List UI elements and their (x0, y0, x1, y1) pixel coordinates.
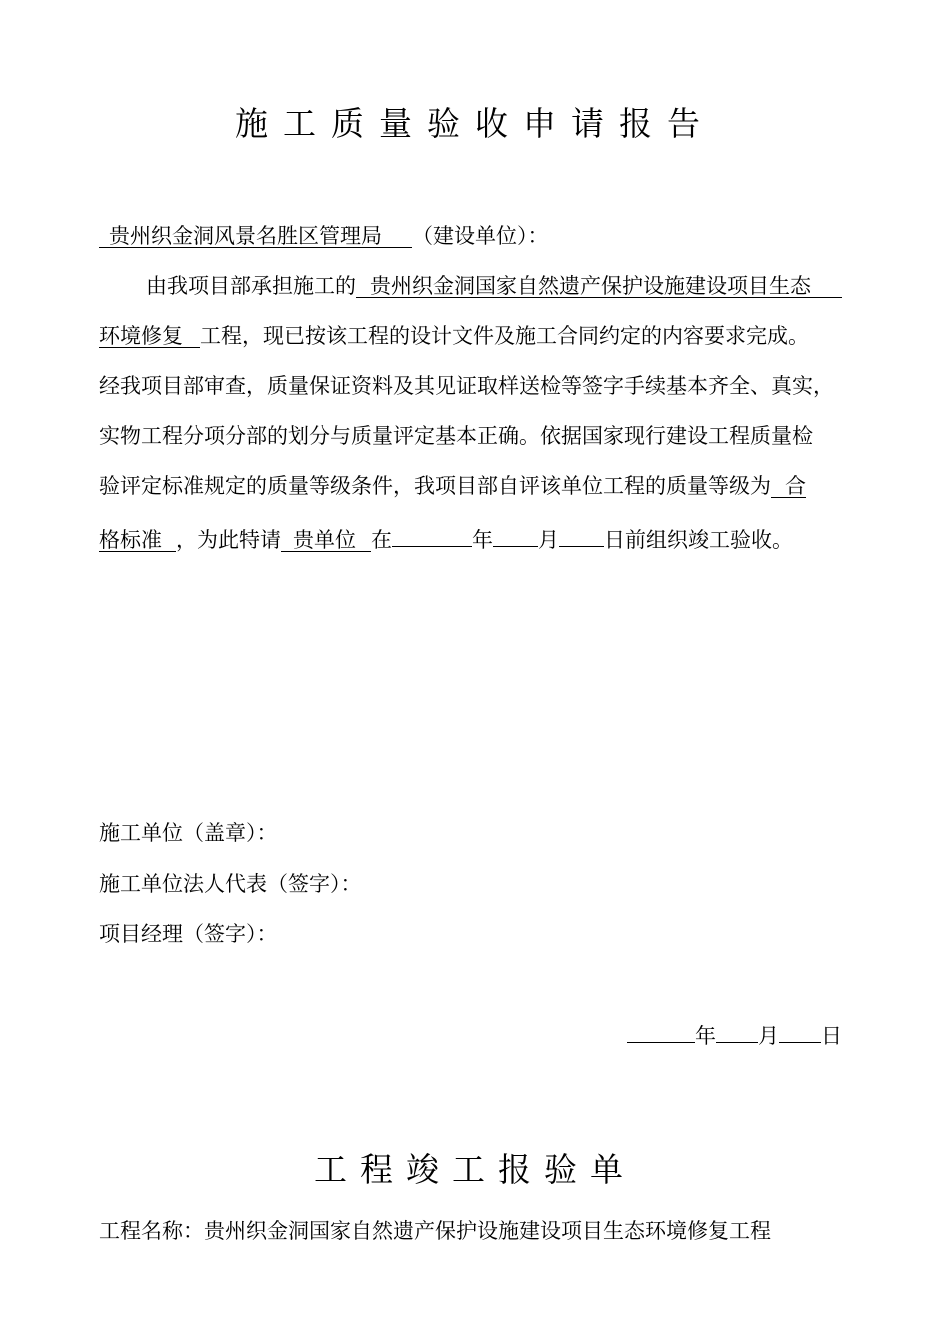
body-line-5: 验评定标准规定的质量等级条件，我项目部自评该单位工程的质量等级为 合 (99, 474, 806, 498)
project-name-label: 工程名称： (99, 1219, 204, 1243)
body-line-1: 由我项目部承担施工的 贵州织金洞国家自然遗产保护设施建设项目生态 (146, 276, 842, 298)
project-name-row (99, 1221, 771, 1242)
signature-date: 年 月 日 (627, 1022, 842, 1047)
body-line-2: 环境修复 工程，现已按该工程的设计文件及施工合同约定的内容要求完成。 (99, 324, 809, 348)
acceptance-day-blank[interactable] (559, 526, 604, 547)
project-name-part-2: 环境修复 (99, 326, 200, 348)
addressee-line (99, 226, 549, 248)
sign-day-blank[interactable] (779, 1022, 821, 1043)
quality-grade-part-2: 格标准 (99, 530, 176, 552)
section-title: 工程竣工报验单 (314, 1150, 636, 1189)
sign-month-blank[interactable] (716, 1022, 758, 1043)
signature-unit-seal: 施工单位（盖章）： (99, 821, 278, 845)
construction-unit-name: 贵州织金洞风景名胜区管理局 (99, 226, 412, 248)
sign-year-blank[interactable] (627, 1022, 695, 1043)
quality-grade-part-1: 合 (771, 476, 806, 498)
page-title: 施工质量验收申请报告 (235, 104, 715, 143)
acceptance-year-blank[interactable] (392, 526, 472, 547)
body-line-3: 经我项目部审查，质量保证资料及其见证取样送检等签字手续基本齐全、真实， (99, 374, 834, 398)
signature-legal-rep: 施工单位法人代表（签字）： (99, 872, 362, 896)
project-name-value: 贵州织金洞国家自然遗产保护设施建设项目生态环境修复工程 (204, 1219, 771, 1243)
project-name-part-1: 贵州织金洞国家自然遗产保护设施建设项目生态 (356, 276, 842, 298)
addressee-suffix: （建设单位）： (412, 224, 549, 248)
signature-project-manager: 项目经理（签字）： (99, 922, 278, 946)
acceptance-month-blank[interactable] (493, 526, 538, 547)
requestee: 贵单位 (281, 530, 371, 552)
body-line-6: 格标准 ，为此特请 贵单位 在 年 月 日前组织竣工验收。 (99, 528, 793, 552)
body-line-4: 实物工程分项分部的划分与质量评定基本正确。依据国家现行建设工程质量检 (99, 424, 813, 448)
